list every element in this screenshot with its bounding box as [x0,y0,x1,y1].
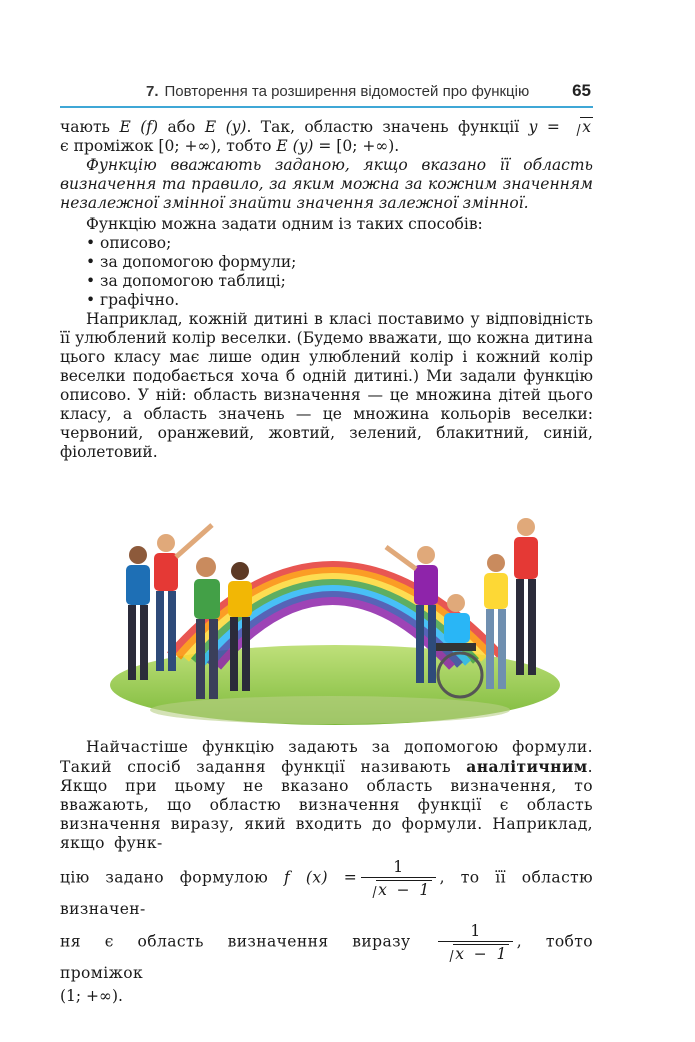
radicand: x − 1 [455,945,507,963]
bullet: • [86,291,96,309]
list-item [86,234,593,253]
bullet: • [86,234,96,252]
text-fragment: , то її областю визначен- [60,868,594,918]
definition-paragraph: Функцію вважають заданою, якщо вказано її область визначення та правило, за яким можна за кожним значенням незалежної змінної знайти значення залежної змінної. [60,156,593,212]
analytic-paragraph [60,738,593,853]
list-item [86,272,593,291]
formula-E-f: E (f) [119,118,159,136]
list-item-text: за допомогою формули; [100,253,297,271]
text-fragment: . Якщо при цьому не вказано область визначення, то вважають, що областю визначення функції є область визначення виразу, який входить до формули. Наприклад, якщо функ- [60,758,593,852]
text-fragment: , тобто проміжок [60,932,593,982]
radicand: x − 1 [378,881,430,899]
page-number: 65 [572,81,591,100]
interval-line: (1; +∞). [60,987,123,1005]
text-fragment: Найчастіше функцію задають за допомогою формули. Такий спосіб задання функції називають [60,738,593,776]
text-fragment: чають [60,118,120,136]
chapter-title: Повторення та розширення відомостей про функцію [164,83,530,100]
fraction-denominator [361,877,435,900]
rainbow-children-illustration [100,485,560,725]
range-line-2 [60,137,593,156]
sqrt-sign [365,880,431,900]
text-fragment: цію задано формулою [60,868,284,887]
fraction [438,921,512,964]
chapter-number: 7. [146,83,159,100]
list-item [86,291,593,310]
term-analytic: аналітичним [466,757,588,776]
intro-text [60,118,593,462]
fraction-denominator [438,941,512,964]
sqrt-sign [442,944,508,964]
text-fragment: . Так, областю значень функції [246,118,529,136]
fraction-numerator: 1 [470,922,481,940]
ways-intro: Функцію можна задати одним із таких способів: [86,215,483,233]
formula-f-x: f (x) = [283,868,358,887]
text-fragment: ня є область визначення виразу [60,932,435,951]
fraction [361,857,435,900]
fraction-numerator: 1 [393,858,404,876]
bullet: • [86,272,96,290]
list-item-text: за допомогою таблиці; [100,272,286,290]
chapter-heading [146,83,529,100]
text-fragment: або [158,118,205,136]
range-line-1 [60,118,593,137]
formula-lhs: y = [528,118,560,136]
list-item [86,253,593,272]
ways-list [60,234,593,310]
formula-y-sqrt-x [529,118,593,136]
list-item-text: описово; [100,234,172,252]
analytic-section [60,738,593,1006]
radicand: x [582,118,592,136]
formula-line [60,857,593,919]
expression-line [60,921,593,983]
formula-E-y-eq: E (y) = [276,137,332,155]
text-fragment: є проміжок [0; +∞), тобто [60,137,277,155]
formula-E-y: E (y) [204,118,247,136]
list-item-text: графічно. [100,291,180,309]
page-header [60,80,593,108]
sqrt-sign [569,118,593,137]
text-fragment: [0; +∞). [331,137,400,155]
example-paragraph: Наприклад, кожній дитині в класі поставимо у відповідність її улюблений колір веселки. (Будемо вважати, що кожна дитина цього класу має лише один улюблений колір і кожний колір веселки подобається хоча б одній дитині.) Ми задали функцію описово. У ній: область визначення — це множина дітей цього класу, а область значень — це множина кольорів веселки: червоний, оранжевий, жовтий, зелений, блакитний, синій, фіолетовий. [60,310,593,461]
bullet: • [86,253,96,271]
